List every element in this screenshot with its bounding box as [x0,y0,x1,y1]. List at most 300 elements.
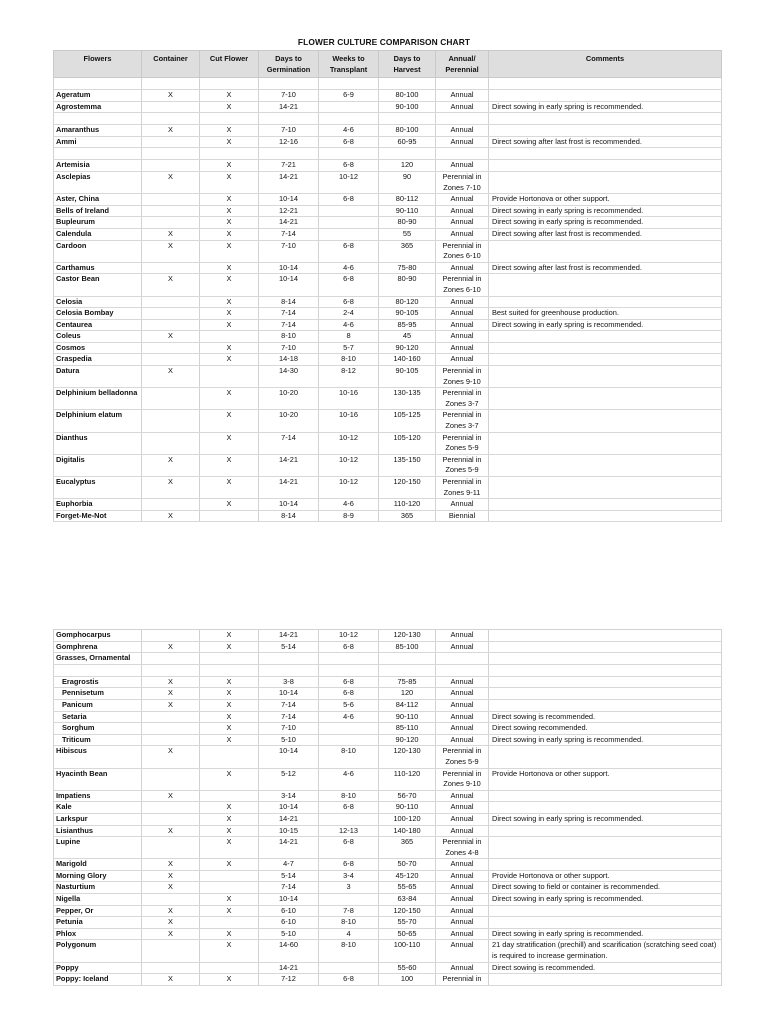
comments-cell: 21 day stratification (prechill) and scarification (scratching seed coat) is required to increase germination. [489,940,722,962]
days-germination-cell: 14-21 [259,630,319,642]
weeks-transplant-cell [319,813,379,825]
weeks-transplant-cell [319,653,379,665]
days-harvest-cell: 90-110 [379,205,436,217]
cut-flower-cell: X [200,90,259,102]
cut-flower-cell: X [200,125,259,137]
cut-flower-cell: X [200,101,259,113]
annual-perennial-cell: Perennial in Zones 3-7 [436,388,489,410]
container-cell: X [142,905,200,917]
annual-perennial-cell: Perennial in Zones 4-8 [436,837,489,859]
container-cell [142,711,200,723]
header-cut-flower: Cut Flower [200,51,259,78]
annual-perennial-cell: Annual [436,676,489,688]
days-germination-cell: 5-14 [259,641,319,653]
weeks-transplant-cell: 6-8 [319,240,379,262]
cut-flower-cell: X [200,802,259,814]
days-germination-cell: 7-14 [259,882,319,894]
spacer-cell [259,113,319,125]
annual-perennial-cell: Perennial in Zones 9-11 [436,477,489,499]
cut-flower-cell: X [200,894,259,906]
days-harvest-cell: 110-120 [379,499,436,511]
days-harvest-cell: 100-120 [379,813,436,825]
days-harvest-cell: 120-150 [379,477,436,499]
comments-cell [489,641,722,653]
annual-perennial-cell: Annual [436,136,489,148]
container-cell [142,217,200,229]
cut-flower-cell: X [200,837,259,859]
annual-perennial-cell: Annual [436,825,489,837]
annual-perennial-cell: Annual [436,870,489,882]
flower-name-cell: Impatiens [54,790,142,802]
flower-name-cell: Cosmos [54,342,142,354]
weeks-transplant-cell: 10-16 [319,410,379,432]
weeks-transplant-cell: 6-8 [319,274,379,296]
table-row [54,125,722,137]
header-days-germination: Days to Germination [259,51,319,78]
table-row [54,205,722,217]
spacer-cell [436,664,489,676]
annual-perennial-cell: Biennial [436,510,489,522]
spacer-cell [379,78,436,90]
cut-flower-cell: X [200,630,259,642]
days-germination-cell: 7-14 [259,228,319,240]
cut-flower-cell [200,366,259,388]
table-row [54,366,722,388]
container-cell [142,894,200,906]
days-germination-cell: 7-10 [259,342,319,354]
days-harvest-cell: 75-80 [379,262,436,274]
days-harvest-cell: 84-112 [379,699,436,711]
comments-cell [489,510,722,522]
weeks-transplant-cell: 10-12 [319,171,379,193]
comments-cell [489,825,722,837]
days-germination-cell: 7-14 [259,711,319,723]
days-harvest-cell: 55-60 [379,962,436,974]
days-germination-cell: 3-14 [259,790,319,802]
cut-flower-cell [200,331,259,343]
flower-name-cell: Poppy [54,962,142,974]
weeks-transplant-cell [319,101,379,113]
days-harvest-cell: 55-65 [379,882,436,894]
annual-perennial-cell: Perennial in Zones 3-7 [436,410,489,432]
days-harvest-cell: 80-112 [379,194,436,206]
comparison-table-1 [53,50,722,522]
spacer-cell [142,113,200,125]
comments-cell [489,917,722,929]
spacer-cell [200,78,259,90]
comments-cell [489,354,722,366]
days-germination-cell: 7-14 [259,319,319,331]
days-harvest-cell: 105-125 [379,410,436,432]
container-cell [142,499,200,511]
days-germination-cell: 5-10 [259,928,319,940]
container-cell: X [142,870,200,882]
days-harvest-cell: 120 [379,688,436,700]
container-cell: X [142,825,200,837]
comments-cell [489,366,722,388]
days-germination-cell: 10-14 [259,894,319,906]
table-row [54,962,722,974]
weeks-transplant-cell: 10-12 [319,630,379,642]
annual-perennial-cell: Annual [436,101,489,113]
annual-perennial-cell: Annual [436,217,489,229]
comments-cell: Provide Hortonova or other support. [489,870,722,882]
annual-perennial-cell: Annual [436,905,489,917]
annual-perennial-cell: Perennial in [436,974,489,986]
spacer-cell [319,78,379,90]
table-row [54,101,722,113]
annual-perennial-cell: Perennial in Zones 5-9 [436,454,489,476]
cut-flower-cell: X [200,160,259,172]
days-harvest-cell: 50-70 [379,859,436,871]
container-cell: X [142,477,200,499]
flower-name-cell: Nigella [54,894,142,906]
days-harvest-cell: 75-85 [379,676,436,688]
cut-flower-cell: X [200,940,259,962]
annual-perennial-cell: Annual [436,734,489,746]
weeks-transplant-cell: 7-8 [319,905,379,917]
spacer-cell [54,148,142,160]
cut-flower-cell: X [200,676,259,688]
table-row [54,410,722,432]
comments-cell [489,499,722,511]
cut-flower-cell: X [200,813,259,825]
days-germination-cell: 10-20 [259,388,319,410]
container-cell [142,136,200,148]
weeks-transplant-cell [319,734,379,746]
flower-name-cell: Agrostemma [54,101,142,113]
spacer-cell [319,148,379,160]
flower-name-cell: Bells of Ireland [54,205,142,217]
days-germination-cell: 10-14 [259,746,319,768]
cut-flower-cell: X [200,688,259,700]
flower-name-cell: Amaranthus [54,125,142,137]
cut-flower-cell: X [200,205,259,217]
comments-cell: Best suited for greenhouse production. [489,308,722,320]
flower-name-cell: Nasturtium [54,882,142,894]
flower-name-cell: Setaria [54,711,142,723]
days-germination-cell: 6-10 [259,917,319,929]
spacer-row [54,78,722,90]
comments-cell [489,859,722,871]
days-germination-cell: 5-14 [259,870,319,882]
comments-cell [489,342,722,354]
spacer-cell [54,78,142,90]
spacer-cell [436,78,489,90]
days-harvest-cell: 140-160 [379,354,436,366]
table-row [54,734,722,746]
table-row [54,653,722,665]
container-cell [142,388,200,410]
spacer-cell [259,664,319,676]
table-row [54,454,722,476]
annual-perennial-cell: Annual [436,354,489,366]
days-harvest-cell: 110-120 [379,768,436,790]
annual-perennial-cell [436,653,489,665]
table-row [54,825,722,837]
annual-perennial-cell: Annual [436,499,489,511]
comments-cell [489,630,722,642]
flower-name-cell: Craspedia [54,354,142,366]
flower-name-cell: Poppy: Iceland [54,974,142,986]
days-harvest-cell: 80-90 [379,274,436,296]
days-harvest-cell: 80-100 [379,90,436,102]
cut-flower-cell: X [200,825,259,837]
container-cell: X [142,928,200,940]
cut-flower-cell: X [200,499,259,511]
spacer-cell [200,113,259,125]
container-cell [142,205,200,217]
days-germination-cell: 7-14 [259,699,319,711]
flower-name-cell: Hyacinth Bean [54,768,142,790]
spacer-cell [142,664,200,676]
table-row [54,630,722,642]
cut-flower-cell: X [200,454,259,476]
annual-perennial-cell: Annual [436,802,489,814]
comments-cell: Direct sowing in early spring is recommended. [489,928,722,940]
flower-name-cell: Ageratum [54,90,142,102]
days-germination-cell: 7-10 [259,125,319,137]
annual-perennial-cell: Annual [436,228,489,240]
cut-flower-cell: X [200,905,259,917]
table-row [54,171,722,193]
cut-flower-cell [200,917,259,929]
container-cell: X [142,974,200,986]
table-row [54,802,722,814]
days-germination-cell: 14-21 [259,101,319,113]
days-germination-cell: 10-14 [259,194,319,206]
weeks-transplant-cell: 4-6 [319,125,379,137]
flower-name-cell: Pennisetum [54,688,142,700]
page-title: FLOWER CULTURE COMPARISON CHART [297,37,471,47]
cut-flower-cell: X [200,734,259,746]
flower-name-cell: Grasses, Ornamental [54,653,142,665]
container-cell [142,962,200,974]
weeks-transplant-cell: 3 [319,882,379,894]
days-harvest-cell: 90-110 [379,802,436,814]
table-row [54,905,722,917]
header-container: Container [142,51,200,78]
table-row [54,331,722,343]
days-germination-cell: 7-14 [259,432,319,454]
days-germination-cell: 10-15 [259,825,319,837]
container-cell: X [142,331,200,343]
weeks-transplant-cell [319,217,379,229]
comments-cell: Direct sowing to field or container is recommended. [489,882,722,894]
comments-cell [489,171,722,193]
comments-cell: Direct sowing recommended. [489,723,722,735]
weeks-transplant-cell: 8-9 [319,510,379,522]
flower-name-cell: Lupine [54,837,142,859]
annual-perennial-cell: Annual [436,342,489,354]
flower-name-cell: Euphorbia [54,499,142,511]
cut-flower-cell: X [200,194,259,206]
cut-flower-cell: X [200,723,259,735]
container-cell [142,432,200,454]
days-harvest-cell [379,653,436,665]
flower-name-cell: Morning Glory [54,870,142,882]
days-harvest-cell: 120-150 [379,905,436,917]
weeks-transplant-cell: 6-8 [319,296,379,308]
container-cell: X [142,688,200,700]
days-harvest-cell: 90-110 [379,711,436,723]
cut-flower-cell: X [200,171,259,193]
flower-name-cell: Ammi [54,136,142,148]
comments-cell [489,296,722,308]
table-row [54,477,722,499]
annual-perennial-cell: Annual [436,882,489,894]
cut-flower-cell: X [200,699,259,711]
container-cell: X [142,125,200,137]
flower-name-cell: Asclepias [54,171,142,193]
weeks-transplant-cell: 4-6 [319,319,379,331]
cut-flower-cell: X [200,296,259,308]
days-harvest-cell: 365 [379,837,436,859]
comments-cell: Direct sowing is recommended. [489,711,722,723]
container-cell [142,319,200,331]
days-harvest-cell: 120-130 [379,746,436,768]
cut-flower-cell [200,870,259,882]
comments-cell [489,837,722,859]
comments-cell: Direct sowing in early spring is recommended. [489,101,722,113]
annual-perennial-cell: Annual [436,90,489,102]
spacer-cell [319,113,379,125]
days-germination-cell: 7-12 [259,974,319,986]
comments-cell [489,432,722,454]
weeks-transplant-cell: 5-6 [319,699,379,711]
days-harvest-cell: 90-105 [379,366,436,388]
flower-name-cell: Coleus [54,331,142,343]
table-row [54,217,722,229]
cut-flower-cell: X [200,974,259,986]
flower-name-cell: Marigold [54,859,142,871]
days-germination-cell: 14-21 [259,962,319,974]
comments-cell [489,974,722,986]
days-harvest-cell: 100 [379,974,436,986]
cut-flower-cell: X [200,136,259,148]
annual-perennial-cell: Annual [436,723,489,735]
flower-name-cell: Polygonum [54,940,142,962]
table-row [54,136,722,148]
comments-cell [489,790,722,802]
spacer-cell [200,664,259,676]
container-cell [142,410,200,432]
container-cell: X [142,676,200,688]
cut-flower-cell: X [200,859,259,871]
container-cell [142,837,200,859]
flower-name-cell: Cardoon [54,240,142,262]
days-germination-cell: 10-14 [259,688,319,700]
spacer-cell [489,78,722,90]
weeks-transplant-cell: 6-8 [319,136,379,148]
annual-perennial-cell: Annual [436,319,489,331]
cut-flower-cell: X [200,432,259,454]
comments-cell: Direct sowing in early spring is recommended. [489,205,722,217]
cut-flower-cell: X [200,228,259,240]
annual-perennial-cell: Annual [436,928,489,940]
container-cell: X [142,366,200,388]
flower-name-cell: Forget-Me-Not [54,510,142,522]
annual-perennial-cell: Annual [436,262,489,274]
days-germination-cell: 8-10 [259,331,319,343]
cut-flower-cell: X [200,274,259,296]
table-row [54,870,722,882]
annual-perennial-cell: Annual [436,859,489,871]
weeks-transplant-cell: 10-12 [319,477,379,499]
flower-name-cell: Castor Bean [54,274,142,296]
days-harvest-cell: 140-180 [379,825,436,837]
flower-name-cell: Phlox [54,928,142,940]
container-cell: X [142,454,200,476]
table-row [54,432,722,454]
container-cell [142,354,200,366]
container-cell [142,194,200,206]
cut-flower-cell [200,746,259,768]
container-cell: X [142,882,200,894]
days-germination-cell: 7-14 [259,308,319,320]
spacer-cell [489,148,722,160]
header-flowers: Flowers [54,51,142,78]
table-row [54,160,722,172]
container-cell [142,768,200,790]
cut-flower-cell: X [200,768,259,790]
weeks-transplant-cell: 6-8 [319,802,379,814]
flower-name-cell: Datura [54,366,142,388]
days-germination-cell: 7-10 [259,240,319,262]
annual-perennial-cell: Annual [436,630,489,642]
table-row [54,319,722,331]
annual-perennial-cell: Perennial in Zones 5-9 [436,432,489,454]
cut-flower-cell: X [200,262,259,274]
annual-perennial-cell: Perennial in Zones 9-10 [436,366,489,388]
cut-flower-cell: X [200,240,259,262]
cut-flower-cell [200,962,259,974]
spacer-cell [379,664,436,676]
annual-perennial-cell: Annual [436,688,489,700]
comments-cell [489,653,722,665]
container-cell: X [142,90,200,102]
spacer-row [54,148,722,160]
flower-name-cell: Dianthus [54,432,142,454]
days-germination-cell: 5-10 [259,734,319,746]
weeks-transplant-cell: 4 [319,928,379,940]
weeks-transplant-cell: 10-16 [319,388,379,410]
comments-cell: Direct sowing in early spring is recommended. [489,734,722,746]
annual-perennial-cell: Annual [436,194,489,206]
weeks-transplant-cell: 8 [319,331,379,343]
weeks-transplant-cell [319,723,379,735]
comments-cell [489,90,722,102]
container-cell [142,802,200,814]
weeks-transplant-cell: 8-10 [319,940,379,962]
days-germination-cell: 14-21 [259,813,319,825]
cut-flower-cell: X [200,641,259,653]
weeks-transplant-cell: 4-6 [319,711,379,723]
comments-cell [489,160,722,172]
comments-cell: Provide Hortonova or other support. [489,768,722,790]
annual-perennial-cell: Annual [436,962,489,974]
days-germination-cell: 8-14 [259,510,319,522]
spacer-cell [200,148,259,160]
weeks-transplant-cell: 6-8 [319,688,379,700]
container-cell [142,160,200,172]
spacer-row [54,664,722,676]
days-harvest-cell: 50-65 [379,928,436,940]
days-germination-cell: 10-14 [259,274,319,296]
container-cell: X [142,746,200,768]
table-row [54,354,722,366]
flower-name-cell: Sorghum [54,723,142,735]
